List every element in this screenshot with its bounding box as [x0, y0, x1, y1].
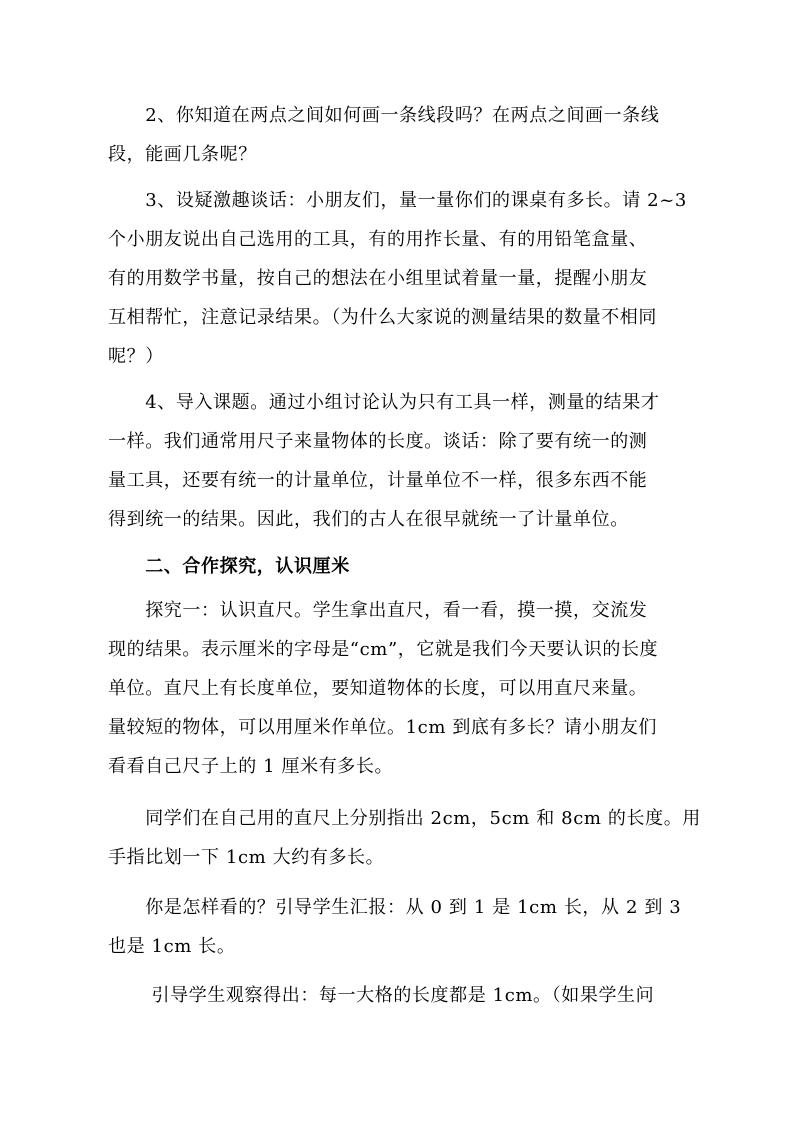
paragraph-line: 量较短的物体，可以用厘米作单位。1cm 到底有多长？请小朋友们 [108, 717, 657, 738]
paragraph-line: 互相帮忙，注意记录结果。（为什么大家说的测量结果的数量不相同 [108, 307, 657, 328]
paragraph-line: 单位。直尺上有长度单位，要知道物体的长度，可以用直尺来量。 [108, 678, 648, 699]
paragraph-line: 同学们在自己用的直尺上分别指出 2cm，5cm 和 8cm 的长度。用 [108, 808, 701, 829]
paragraph-line: 得到统一的结果。因此，我们的古人在很早就统一了计量单位。 [108, 509, 629, 530]
paragraph-line: 有的用数学书量，按自己的想法在小组里试着量一量，提醒小朋友 [108, 268, 648, 289]
paragraph-line: 4、导入课题。通过小组讨论认为只有工具一样，测量的结果才 [108, 392, 660, 413]
paragraph-line: 现的结果。表示厘米的字母是“cm”，它就是我们今天要认识的长度 [108, 639, 659, 660]
paragraph-line: 个小朋友说出自己选用的工具，有的用拃长量、有的用铅笔盒量、 [108, 229, 648, 250]
paragraph-line: 引导学生观察得出：每一大格的长度都是 1cm。（如果学生问 [108, 985, 655, 1006]
section-heading: 二、合作探究，认识厘米 [108, 556, 350, 577]
paragraph-line: 探究一：认识直尺。学生拿出直尺，看一看，摸一摸，交流发 [108, 600, 648, 621]
paragraph-line: 2、你知道在两点之间如何画一条线段吗？在两点之间画一条线 [108, 105, 660, 126]
paragraph-line: 呢？） [108, 346, 164, 367]
paragraph-line: 一样。我们通常用尺子来量物体的长度。谈话：除了要有统一的测 [108, 431, 648, 452]
paragraph-line: 也是 1cm 长。 [108, 936, 236, 957]
paragraph-line: 你是怎样看的？引导学生汇报：从 0 到 1 是 1cm 长，从 2 到 3 [108, 897, 682, 918]
paragraph-line: 3、设疑激趣谈话：小朋友们，量一量你们的课桌有多长。请 2~3 [108, 190, 687, 211]
paragraph-line: 段，能画几条呢？ [108, 144, 257, 165]
paragraph-line: 量工具，还要有统一的计量单位，计量单位不一样，很多东西不能 [108, 470, 648, 491]
paragraph-line: 看看自己尺子上的 1 厘米有多长。 [108, 756, 394, 777]
paragraph-line: 手指比划一下 1cm 大约有多长。 [108, 847, 385, 868]
